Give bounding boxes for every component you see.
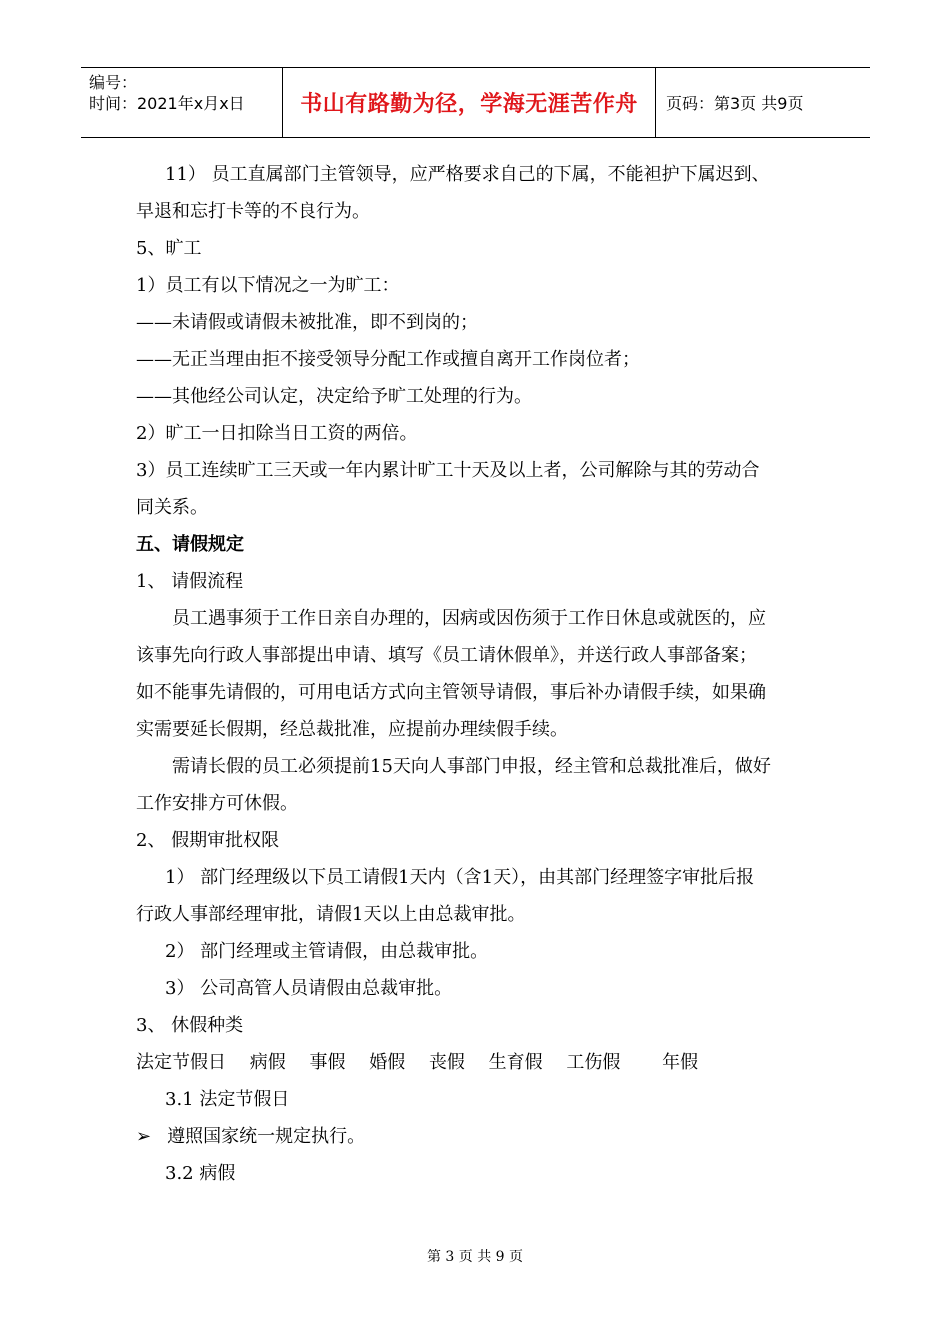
leave-type: 丧假 <box>428 1052 465 1073</box>
page-label: 页码：第3页 共9页 <box>666 94 804 113</box>
paragraph-line: 需请长假的员工必须提前15天向人事部门申报，经主管和总裁批准后，做好 <box>172 756 771 777</box>
header-info <box>81 68 283 137</box>
paragraph-line: 11） 员工直属部门主管领导，应严格要求自己的下属，不能袒护下属迟到、 <box>165 164 770 185</box>
section-heading: 3、 休假种类 <box>136 1015 244 1036</box>
leave-type: 工伤假 <box>566 1052 621 1073</box>
paragraph-line: 2）旷工一日扣除当日工资的两倍。 <box>136 423 418 444</box>
paragraph-line: 3） 公司高管人员请假由总裁审批。 <box>165 978 453 999</box>
motto: 书山有路勤为径，学海无涯苦作舟 <box>283 68 656 137</box>
section-heading: 5、旷工 <box>136 238 202 259</box>
paragraph-line: 2） 部门经理或主管请假，由总裁审批。 <box>165 941 489 962</box>
paragraph-line: 实需要延长假期，经总裁批准，应提前办理续假手续。 <box>136 719 568 740</box>
paragraph-line: 工作安排方可休假。 <box>136 793 298 814</box>
header-table <box>81 67 870 138</box>
leave-type: 事假 <box>309 1052 346 1073</box>
paragraph-line: 如不能事先请假的，可用电话方式向主管领导请假，事后补办请假手续，如果确 <box>136 682 766 703</box>
section-heading: 2、 假期审批权限 <box>136 830 280 851</box>
list-item: ——未请假或请假未被批准，即不到岗的； <box>136 312 478 333</box>
leave-type: 法定节假日 <box>136 1052 226 1073</box>
paragraph-line: 该事先向行政人事部提出申请、填写《员工请休假单》，并送行政人事部备案； <box>136 645 757 666</box>
leave-types-line <box>136 1044 826 1081</box>
leave-type: 年假 <box>662 1052 699 1073</box>
paragraph-line: 早退和忘打卡等的不良行为。 <box>136 201 370 222</box>
paragraph-line: 同关系。 <box>136 497 208 518</box>
document-body <box>136 156 826 1192</box>
date-label: 时间：2021年x月x日 <box>89 94 245 113</box>
number-label: 编号： <box>89 73 138 92</box>
paragraph-line: 3）员工连续旷工三天或一年内累计旷工十天及以上者，公司解除与其的劳动合 <box>136 460 760 481</box>
paragraph-line: 1） 部门经理级以下员工请假1天内（含1天），由其部门经理签字审批后报 <box>165 867 755 888</box>
subsection-heading: 3.2 病假 <box>165 1163 236 1184</box>
paragraph-line: 员工遇事须于工作日亲自办理的，因病或因伤须于工作日休息或就医的，应 <box>172 608 766 629</box>
list-item: ——其他经公司认定，决定给予旷工处理的行为。 <box>136 386 532 407</box>
list-item: ——无正当理由拒不接受领导分配工作或擅自离开工作岗位者； <box>136 349 640 370</box>
arrow-bullet-icon: ➢ <box>136 1126 152 1147</box>
leave-type: 生育假 <box>488 1052 543 1073</box>
paragraph-line: 1）员工有以下情况之一为旷工： <box>136 275 400 296</box>
bullet-item <box>136 1118 826 1155</box>
leave-type: 婚假 <box>369 1052 406 1073</box>
paragraph-line: 行政人事部经理审批，请假1天以上由总裁审批。 <box>136 904 526 925</box>
bullet-text: 遵照国家统一规定执行。 <box>167 1126 366 1147</box>
section-heading: 1、 请假流程 <box>136 571 244 592</box>
chapter-heading: 五、请假规定 <box>136 534 244 555</box>
leave-type: 病假 <box>249 1052 286 1073</box>
subsection-heading: 3.1 法定节假日 <box>165 1089 290 1110</box>
page-footer: 第 3 页 共 9 页 <box>426 1249 524 1265</box>
